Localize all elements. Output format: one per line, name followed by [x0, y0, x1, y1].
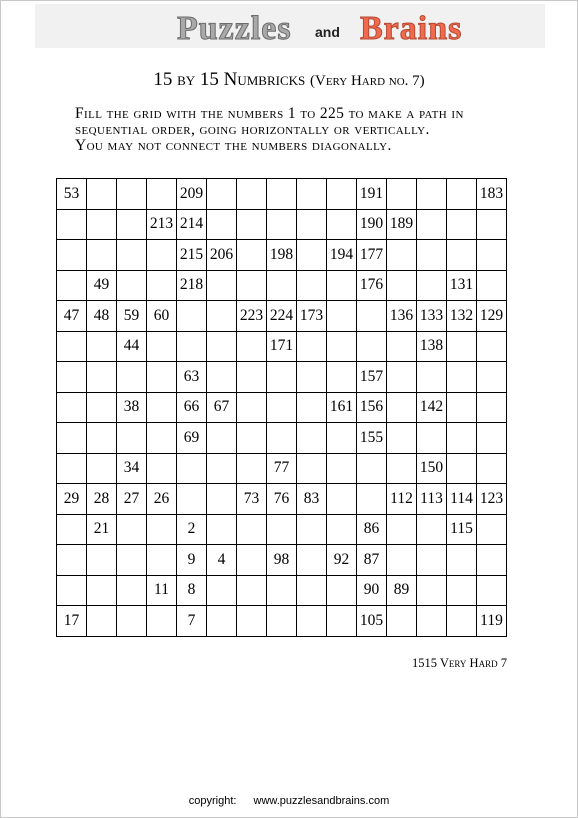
grid-cell[interactable] — [117, 362, 147, 393]
grid-cell[interactable]: 131 — [447, 270, 477, 301]
grid-cell[interactable] — [147, 331, 177, 362]
grid-cell[interactable] — [147, 606, 177, 637]
grid-cell[interactable]: 77 — [267, 453, 297, 484]
grid-cell[interactable]: 11 — [147, 575, 177, 606]
grid-cell[interactable] — [267, 362, 297, 393]
grid-cell[interactable] — [237, 545, 267, 576]
grid-cell[interactable]: 76 — [267, 484, 297, 515]
grid-cell[interactable] — [417, 179, 447, 210]
grid-cell[interactable]: 129 — [477, 301, 507, 332]
grid-cell[interactable] — [327, 270, 357, 301]
grid-cell[interactable] — [57, 453, 87, 484]
grid-cell[interactable] — [87, 453, 117, 484]
grid-cell[interactable] — [357, 301, 387, 332]
grid-cell[interactable]: 29 — [57, 484, 87, 515]
grid-cell[interactable]: 27 — [117, 484, 147, 515]
grid-cell[interactable] — [147, 270, 177, 301]
grid-row — [57, 575, 507, 606]
grid-cell[interactable]: 47 — [57, 301, 87, 332]
grid-cell[interactable]: 132 — [447, 301, 477, 332]
grid-cell[interactable]: 198 — [267, 240, 297, 271]
grid-cell[interactable]: 150 — [417, 453, 447, 484]
grid-cell[interactable]: 63 — [177, 362, 207, 393]
grid-cell[interactable] — [477, 545, 507, 576]
grid-cell[interactable]: 17 — [57, 606, 87, 637]
grid-cell[interactable] — [87, 575, 117, 606]
grid-cell[interactable]: 59 — [117, 301, 147, 332]
footer — [0, 795, 578, 807]
grid-row — [57, 179, 507, 210]
title-main: 15 by 15 Numbricks — [153, 69, 306, 90]
grid-cell[interactable] — [477, 209, 507, 240]
grid-cell[interactable] — [207, 179, 237, 210]
grid-cell[interactable] — [327, 423, 357, 454]
grid-cell[interactable] — [297, 240, 327, 271]
grid-row — [57, 423, 507, 454]
grid-cell[interactable] — [87, 362, 117, 393]
grid-cell[interactable]: 48 — [87, 301, 117, 332]
grid-cell[interactable]: 86 — [357, 514, 387, 545]
grid-cell[interactable] — [387, 392, 417, 423]
grid-cell[interactable] — [357, 331, 387, 362]
grid-cell[interactable] — [357, 484, 387, 515]
grid-cell[interactable] — [177, 484, 207, 515]
grid-cell[interactable]: 89 — [387, 575, 417, 606]
grid-row — [57, 514, 507, 545]
grid-cell[interactable] — [117, 270, 147, 301]
grid-cell[interactable] — [477, 423, 507, 454]
grid-cell[interactable] — [117, 606, 147, 637]
grid-cell[interactable] — [447, 331, 477, 362]
grid-row — [57, 331, 507, 362]
grid-cell[interactable] — [117, 514, 147, 545]
grid-cell[interactable]: 2 — [177, 514, 207, 545]
grid-cell[interactable] — [177, 453, 207, 484]
grid-cell[interactable] — [447, 575, 477, 606]
grid-cell[interactable]: 157 — [357, 362, 387, 393]
grid-cell[interactable]: 183 — [477, 179, 507, 210]
grid-row — [57, 545, 507, 576]
grid-row — [57, 453, 507, 484]
grid-cell[interactable] — [207, 209, 237, 240]
grid-cell[interactable]: 44 — [117, 331, 147, 362]
grid-cell[interactable] — [327, 575, 357, 606]
grid-cell[interactable] — [327, 514, 357, 545]
grid-cell[interactable] — [417, 545, 447, 576]
grid-cell[interactable] — [207, 331, 237, 362]
grid-cell[interactable] — [387, 331, 417, 362]
grid-cell[interactable] — [447, 392, 477, 423]
grid-cell[interactable] — [207, 423, 237, 454]
grid-cell[interactable] — [237, 179, 267, 210]
grid-cell[interactable] — [237, 392, 267, 423]
grid-cell[interactable]: 34 — [117, 453, 147, 484]
grid-cell[interactable] — [267, 270, 297, 301]
instruction-line: You may not connect the numbers diagonally. — [75, 137, 392, 154]
grid-cell[interactable]: 53 — [57, 179, 87, 210]
grid-cell[interactable]: 213 — [147, 209, 177, 240]
grid-cell[interactable] — [207, 575, 237, 606]
grid-cell[interactable] — [417, 362, 447, 393]
grid-cell[interactable] — [447, 453, 477, 484]
grid-cell[interactable] — [477, 514, 507, 545]
grid-cell[interactable] — [267, 423, 297, 454]
grid-cell[interactable]: 189 — [387, 209, 417, 240]
grid-cell[interactable] — [417, 209, 447, 240]
grid-cell[interactable]: 191 — [357, 179, 387, 210]
grid-cell[interactable]: 206 — [207, 240, 237, 271]
grid-cell[interactable]: 161 — [327, 392, 357, 423]
grid-cell[interactable] — [297, 331, 327, 362]
grid-cell[interactable]: 69 — [177, 423, 207, 454]
grid-cell[interactable]: 4 — [207, 545, 237, 576]
grid-row — [57, 240, 507, 271]
grid-cell[interactable] — [327, 362, 357, 393]
grid-cell[interactable] — [267, 606, 297, 637]
grid-cell[interactable] — [327, 484, 357, 515]
grid-cell[interactable] — [477, 331, 507, 362]
grid-cell[interactable] — [57, 209, 87, 240]
grid-cell[interactable] — [237, 240, 267, 271]
grid-cell[interactable] — [297, 575, 327, 606]
grid-cell[interactable]: 223 — [237, 301, 267, 332]
grid-cell[interactable] — [297, 392, 327, 423]
instructions — [75, 106, 464, 154]
grid-cell[interactable]: 8 — [177, 575, 207, 606]
grid-cell[interactable] — [237, 453, 267, 484]
instruction-line: sequential order, going horizontally or vertically. — [75, 121, 430, 138]
grid-cell[interactable] — [447, 423, 477, 454]
grid-cell[interactable]: 90 — [357, 575, 387, 606]
grid-cell[interactable]: 67 — [207, 392, 237, 423]
grid-cell[interactable] — [207, 362, 237, 393]
grid-cell[interactable]: 38 — [117, 392, 147, 423]
grid-cell[interactable] — [297, 179, 327, 210]
grid-cell[interactable]: 73 — [237, 484, 267, 515]
grid-cell[interactable] — [117, 209, 147, 240]
grid-cell[interactable] — [237, 606, 267, 637]
grid-cell[interactable] — [327, 453, 357, 484]
grid-cell[interactable] — [147, 179, 177, 210]
grid-cell[interactable]: 28 — [87, 484, 117, 515]
grid-row — [57, 484, 507, 515]
grid-cell[interactable] — [387, 514, 417, 545]
grid-cell[interactable] — [297, 423, 327, 454]
grid-cell[interactable] — [267, 209, 297, 240]
grid-cell[interactable]: 209 — [177, 179, 207, 210]
grid-cell[interactable] — [147, 453, 177, 484]
grid-row — [57, 270, 507, 301]
grid-cell[interactable] — [57, 545, 87, 576]
grid-cell[interactable] — [297, 453, 327, 484]
grid-cell[interactable] — [237, 423, 267, 454]
grid-cell[interactable] — [477, 270, 507, 301]
grid-cell[interactable] — [117, 545, 147, 576]
grid-cell[interactable]: 9 — [177, 545, 207, 576]
grid-cell[interactable]: 155 — [357, 423, 387, 454]
logo-puzzles: Puzzles — [177, 10, 292, 47]
grid-cell[interactable] — [57, 270, 87, 301]
grid-cell[interactable] — [237, 362, 267, 393]
grid-cell[interactable] — [477, 575, 507, 606]
grid-row — [57, 362, 507, 393]
puzzle-grid — [56, 178, 507, 637]
grid-cell[interactable]: 98 — [267, 545, 297, 576]
grid-cell[interactable] — [387, 240, 417, 271]
grid-cell[interactable] — [147, 240, 177, 271]
grid-cell[interactable] — [87, 423, 117, 454]
grid-cell[interactable] — [477, 240, 507, 271]
grid-cell[interactable] — [57, 423, 87, 454]
grid-cell[interactable] — [147, 392, 177, 423]
grid-cell[interactable] — [447, 240, 477, 271]
grid-cell[interactable] — [147, 545, 177, 576]
grid-cell[interactable] — [237, 514, 267, 545]
grid-cell[interactable]: 142 — [417, 392, 447, 423]
grid-cell[interactable] — [147, 362, 177, 393]
grid-cell[interactable] — [387, 362, 417, 393]
grid-cell[interactable] — [237, 331, 267, 362]
grid-cell[interactable] — [297, 270, 327, 301]
grid-cell[interactable] — [267, 575, 297, 606]
grid-cell[interactable] — [417, 423, 447, 454]
grid-cell[interactable] — [57, 575, 87, 606]
grid-cell[interactable] — [327, 301, 357, 332]
grid-cell[interactable] — [57, 331, 87, 362]
instruction-line: Fill the grid with the numbers 1 to 225 to make a path in — [75, 105, 464, 122]
grid-cell[interactable] — [297, 545, 327, 576]
logo-and: and — [315, 24, 340, 40]
grid-cell[interactable] — [387, 453, 417, 484]
grid-cell[interactable] — [117, 423, 147, 454]
grid-cell[interactable] — [207, 606, 237, 637]
grid-cell[interactable]: 105 — [357, 606, 387, 637]
grid-cell[interactable]: 138 — [417, 331, 447, 362]
grid-cell[interactable] — [267, 179, 297, 210]
grid-cell[interactable]: 114 — [447, 484, 477, 515]
grid-cell[interactable] — [57, 392, 87, 423]
grid-cell[interactable]: 26 — [147, 484, 177, 515]
grid-cell[interactable]: 92 — [327, 545, 357, 576]
grid-cell[interactable] — [327, 606, 357, 637]
grid-cell[interactable] — [147, 423, 177, 454]
grid-cell[interactable] — [267, 514, 297, 545]
grid-cell[interactable] — [237, 209, 267, 240]
grid-cell[interactable] — [387, 606, 417, 637]
grid-cell[interactable] — [477, 362, 507, 393]
grid-cell[interactable] — [417, 514, 447, 545]
grid-cell[interactable]: 177 — [357, 240, 387, 271]
grid-cell[interactable] — [387, 423, 417, 454]
grid-cell[interactable]: 176 — [357, 270, 387, 301]
grid-cell[interactable] — [87, 240, 117, 271]
grid-cell[interactable] — [87, 179, 117, 210]
grid-cell[interactable] — [117, 179, 147, 210]
grid-cell[interactable]: 83 — [297, 484, 327, 515]
grid-cell[interactable]: 173 — [297, 301, 327, 332]
grid-cell[interactable] — [447, 545, 477, 576]
grid-cell[interactable] — [87, 209, 117, 240]
grid-cell[interactable] — [387, 179, 417, 210]
grid-cell[interactable]: 133 — [417, 301, 447, 332]
grid-row — [57, 209, 507, 240]
grid-cell[interactable] — [447, 209, 477, 240]
grid-cell[interactable] — [297, 209, 327, 240]
grid-cell[interactable] — [357, 453, 387, 484]
grid-cell[interactable]: 87 — [357, 545, 387, 576]
grid-row — [57, 392, 507, 423]
grid-cell[interactable]: 119 — [477, 606, 507, 637]
title-sub: (Very Hard no. 7) — [310, 73, 425, 89]
grid-cell[interactable] — [87, 392, 117, 423]
grid-cell[interactable]: 194 — [327, 240, 357, 271]
grid-cell[interactable] — [207, 270, 237, 301]
grid-cell[interactable] — [417, 240, 447, 271]
grid-cell[interactable] — [87, 545, 117, 576]
grid-cell[interactable] — [87, 606, 117, 637]
grid-cell[interactable] — [447, 179, 477, 210]
logo-banner — [35, 4, 545, 48]
grid-cell[interactable]: 218 — [177, 270, 207, 301]
grid-cell[interactable]: 60 — [147, 301, 177, 332]
grid-cell[interactable]: 214 — [177, 209, 207, 240]
grid-cell[interactable] — [57, 240, 87, 271]
grid-cell[interactable] — [477, 453, 507, 484]
grid-cell[interactable]: 171 — [267, 331, 297, 362]
grid-cell[interactable] — [297, 606, 327, 637]
grid-cell[interactable]: 21 — [87, 514, 117, 545]
grid-row — [57, 301, 507, 332]
grid-cell[interactable]: 49 — [87, 270, 117, 301]
grid-cell[interactable] — [297, 514, 327, 545]
grid-cell[interactable] — [417, 606, 447, 637]
grid-cell[interactable]: 224 — [267, 301, 297, 332]
puzzle-code: 1515 Very Hard 7 — [412, 656, 507, 670]
grid-cell[interactable]: 156 — [357, 392, 387, 423]
grid-cell[interactable] — [117, 240, 147, 271]
grid-cell[interactable]: 113 — [417, 484, 447, 515]
page-title — [0, 69, 578, 91]
grid-cell[interactable] — [327, 179, 357, 210]
grid-cell[interactable] — [237, 270, 267, 301]
copyright-label: copyright: — [188, 795, 237, 807]
grid-cell[interactable] — [117, 575, 147, 606]
grid-cell[interactable] — [57, 362, 87, 393]
grid-cell[interactable] — [237, 575, 267, 606]
grid-cell[interactable] — [417, 270, 447, 301]
grid-cell[interactable]: 190 — [357, 209, 387, 240]
grid-cell[interactable] — [207, 514, 237, 545]
grid-cell[interactable] — [177, 301, 207, 332]
grid-cell[interactable]: 115 — [447, 514, 477, 545]
website-link[interactable]: www.puzzlesandbrains.com — [253, 795, 390, 807]
grid-cell[interactable] — [447, 362, 477, 393]
grid-cell[interactable] — [207, 301, 237, 332]
grid-cell[interactable] — [177, 331, 207, 362]
grid-cell[interactable] — [207, 453, 237, 484]
grid-cell[interactable] — [477, 392, 507, 423]
grid-cell[interactable] — [297, 362, 327, 393]
grid-row — [57, 606, 507, 637]
grid-cell[interactable] — [387, 270, 417, 301]
grid-cell[interactable]: 136 — [387, 301, 417, 332]
grid-cell[interactable] — [447, 606, 477, 637]
grid-cell[interactable] — [387, 545, 417, 576]
grid-cell[interactable] — [147, 514, 177, 545]
grid-cell[interactable]: 123 — [477, 484, 507, 515]
grid-cell[interactable] — [417, 575, 447, 606]
logo-brains: Brains — [360, 10, 463, 47]
grid-cell[interactable]: 66 — [177, 392, 207, 423]
grid-cell[interactable]: 7 — [177, 606, 207, 637]
grid-cell[interactable]: 112 — [387, 484, 417, 515]
grid-cell[interactable] — [327, 209, 357, 240]
grid-cell[interactable] — [327, 331, 357, 362]
grid-cell[interactable] — [57, 514, 87, 545]
grid-cell[interactable]: 215 — [177, 240, 207, 271]
grid-cell[interactable] — [267, 392, 297, 423]
grid-cell[interactable] — [87, 331, 117, 362]
grid-cell[interactable] — [207, 484, 237, 515]
